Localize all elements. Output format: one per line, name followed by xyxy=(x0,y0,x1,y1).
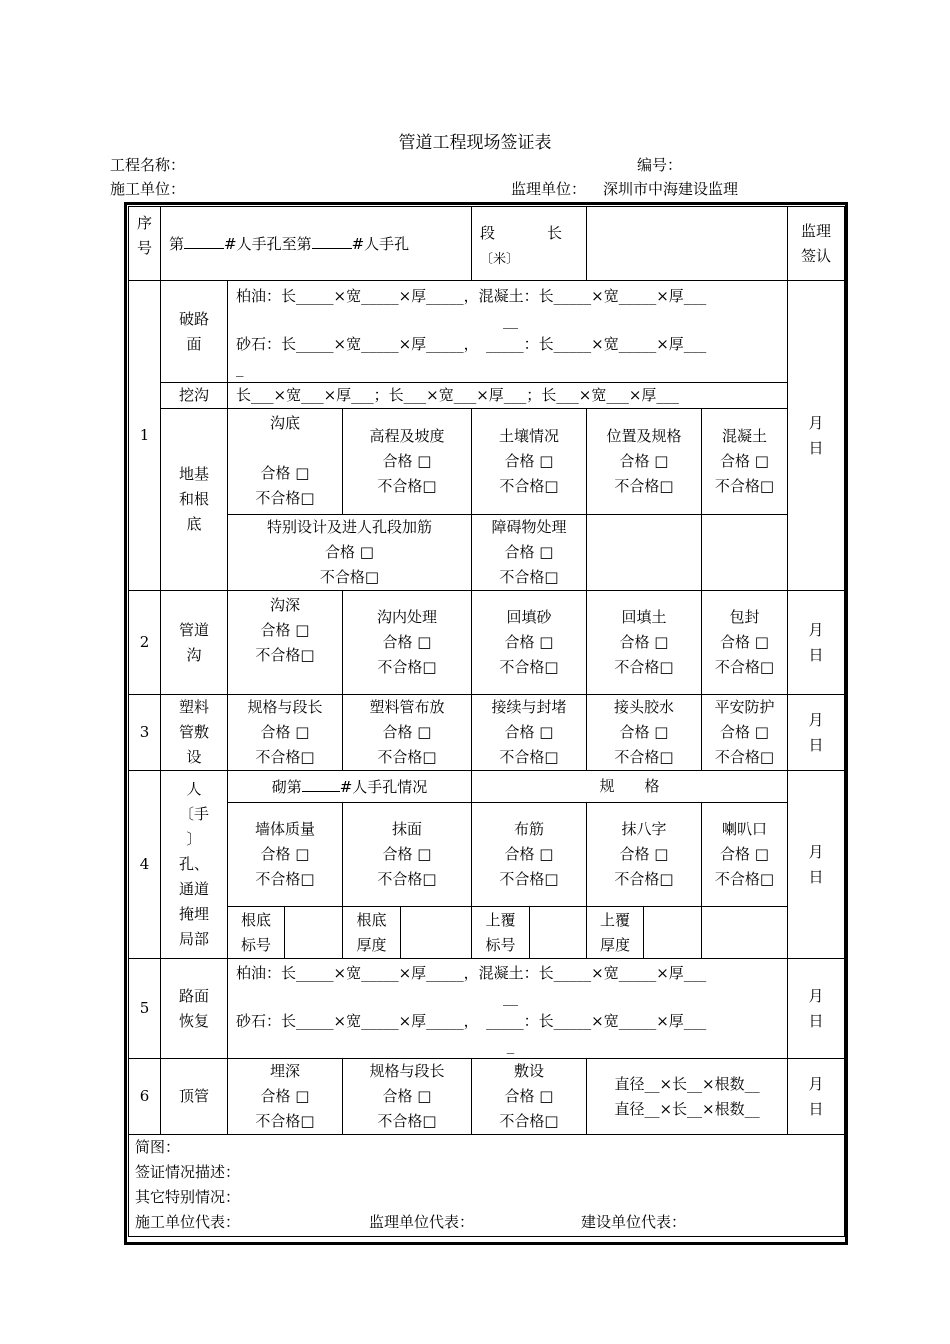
check-safety[interactable]: 平安防护 合格 □ 不合格□ xyxy=(702,695,788,771)
row-5-sign[interactable]: 月 日 xyxy=(788,959,845,1059)
supervisor-unit-label: 监理单位： xyxy=(511,180,587,198)
check-pipe-laying[interactable]: 塑料管布放 合格 □ 不合格□ xyxy=(343,695,472,771)
row-2-sign[interactable]: 月 日 xyxy=(788,591,845,695)
row-1-sign[interactable]: 月 日 xyxy=(788,281,845,591)
visa-description-label: 签证情况描述： xyxy=(135,1163,241,1181)
check-elevation-slope[interactable]: 高程及坡度 合格 □ 不合格□ xyxy=(343,409,472,515)
visa-form-table xyxy=(128,206,845,1237)
footer-notes[interactable] xyxy=(129,1135,845,1237)
pipe-trench-label: 管道 沟 xyxy=(161,591,228,695)
cover-grade-label: 上覆 标号 xyxy=(472,907,530,959)
plastic-pipe-label: 塑料 管敷 设 xyxy=(161,695,228,771)
base-thickness-value[interactable] xyxy=(401,907,472,959)
row-6-number: 6 xyxy=(129,1059,161,1135)
supervisor-unit-value: 深圳市中海建设监理 xyxy=(603,180,739,198)
foundation-label: 地基 和根 底 xyxy=(161,409,228,591)
cover-grade-value[interactable] xyxy=(530,907,587,959)
row-5-number: 5 xyxy=(129,959,161,1059)
check-concrete[interactable]: 混凝土 合格 □ 不合格□ xyxy=(702,409,788,515)
base-thickness-label: 根底 厚度 xyxy=(343,907,401,959)
check-joint-glue[interactable]: 接头胶水 合格 □ 不合格□ xyxy=(587,695,702,771)
row-4-sign[interactable]: 月 日 xyxy=(788,771,845,959)
row-3-sign[interactable]: 月 日 xyxy=(788,695,845,771)
check-burial-depth[interactable]: 埋深 合格 □ 不合格□ xyxy=(228,1059,343,1135)
trench-label: 挖沟 xyxy=(161,383,228,409)
row-2-number: 2 xyxy=(129,591,161,695)
project-name-label: 工程名称： xyxy=(110,156,186,174)
check-rebar[interactable]: 布筋 合格 □ 不合格□ xyxy=(472,803,587,907)
empty-cell xyxy=(587,515,702,591)
empty-cell xyxy=(702,515,788,591)
representatives-line xyxy=(135,1210,838,1235)
manhole-build-header: 砌第 #人手孔情况 xyxy=(228,771,472,803)
segment-length-value[interactable] xyxy=(587,207,788,281)
check-joint-seal[interactable]: 接续与封堵 合格 □ 不合格□ xyxy=(472,695,587,771)
break-road-dimensions[interactable]: 柏油：长_____×宽_____×厚_____，混凝土：长_____×宽_____×厚___ __ 砂石：长_____×宽_____×厚_____， _____：长_____×宽_____×厚___ _ xyxy=(228,281,788,383)
jacking-dimensions[interactable]: 直径__×长__×根数__ 直径__×长__×根数__ xyxy=(587,1059,788,1135)
pipe-jacking-label: 顶管 xyxy=(161,1059,228,1135)
cover-thickness-value[interactable] xyxy=(644,907,702,959)
other-notes-label: 其它特别情况： xyxy=(135,1188,241,1206)
manhole-label: 人 〔手 〕 孔、 通道 掩埋 局部 xyxy=(161,771,228,959)
road-restore-label: 路面 恢复 xyxy=(161,959,228,1059)
cover-thickness-label: 上覆 厚度 xyxy=(587,907,644,959)
number-label: 编号： xyxy=(637,156,683,174)
check-special-design[interactable]: 特别设计及进人孔段加筋 合格 □ 不合格□ xyxy=(228,515,472,591)
sketch-label: 简图： xyxy=(135,1138,181,1156)
supervisor-rep-label: 监理单位代表： xyxy=(369,1213,475,1231)
road-restore-dimensions[interactable]: 柏油：长_____×宽_____×厚_____，混凝土：长_____×宽_____×厚___ __ 砂石：长_____×宽_____×厚_____， _____：长_____×宽_____×厚___ _ xyxy=(228,959,788,1059)
construction-rep-label: 施工单位代表： xyxy=(135,1213,241,1231)
spec-header: 规 格 xyxy=(472,771,788,803)
check-jacking-spec[interactable]: 规格与段长 合格 □ 不合格□ xyxy=(343,1059,472,1135)
check-spec-length[interactable]: 规格与段长 合格 □ 不合格□ xyxy=(228,695,343,771)
check-laying[interactable]: 敷设 合格 □ 不合格□ xyxy=(472,1059,587,1135)
check-soil-condition[interactable]: 土壤情况 合格 □ 不合格□ xyxy=(472,409,587,515)
segment-length-label: 段 长 〔米〕 xyxy=(472,207,587,281)
check-backfill-sand[interactable]: 回填砂 合格 □ 不合格□ xyxy=(472,591,587,695)
check-trench-treatment[interactable]: 沟内处理 合格 □ 不合格□ xyxy=(343,591,472,695)
manhole-range: 第 #人手孔至第 #人手孔 xyxy=(161,207,472,281)
check-chamfer[interactable]: 抹八字 合格 □ 不合格□ xyxy=(587,803,702,907)
base-grade-label: 根底 标号 xyxy=(228,907,285,959)
page-title: 管道工程现场签证表 xyxy=(398,133,552,153)
seq-header: 序 号 xyxy=(129,207,161,281)
header-row xyxy=(129,207,845,281)
construction-unit-label: 施工单位： xyxy=(110,180,186,198)
empty-cell xyxy=(702,907,788,959)
row-3-number: 3 xyxy=(129,695,161,771)
row-4-number: 4 xyxy=(129,771,161,959)
check-trench-depth[interactable]: 沟深 合格 □ 不合格□ xyxy=(228,591,343,695)
check-backfill-soil[interactable]: 回填土 合格 □ 不合格□ xyxy=(587,591,702,695)
trench-dimensions[interactable]: 长___×宽___×厚___；长___×宽___×厚___；长___×宽___×厚___ xyxy=(228,383,788,409)
owner-rep-label: 建设单位代表： xyxy=(581,1213,687,1231)
check-plastering[interactable]: 抹面 合格 □ 不合格□ xyxy=(343,803,472,907)
check-position-spec[interactable]: 位置及规格 合格 □ 不合格□ xyxy=(587,409,702,515)
supervisor-sign-header: 监理 签认 xyxy=(788,207,845,281)
base-grade-value[interactable] xyxy=(285,907,343,959)
check-trench-bottom[interactable]: 沟底 合格 □ 不合格□ xyxy=(228,409,343,515)
check-wall-quality[interactable]: 墙体质量 合格 □ 不合格□ xyxy=(228,803,343,907)
check-bell-mouth[interactable]: 喇叭口 合格 □ 不合格□ xyxy=(702,803,788,907)
check-encasement[interactable]: 包封 合格 □ 不合格□ xyxy=(702,591,788,695)
break-road-label: 破路 面 xyxy=(161,281,228,383)
row-6-sign[interactable]: 月 日 xyxy=(788,1059,845,1135)
row-1-number: 1 xyxy=(129,281,161,591)
check-obstacle[interactable]: 障碍物处理 合格 □ 不合格□ xyxy=(472,515,587,591)
